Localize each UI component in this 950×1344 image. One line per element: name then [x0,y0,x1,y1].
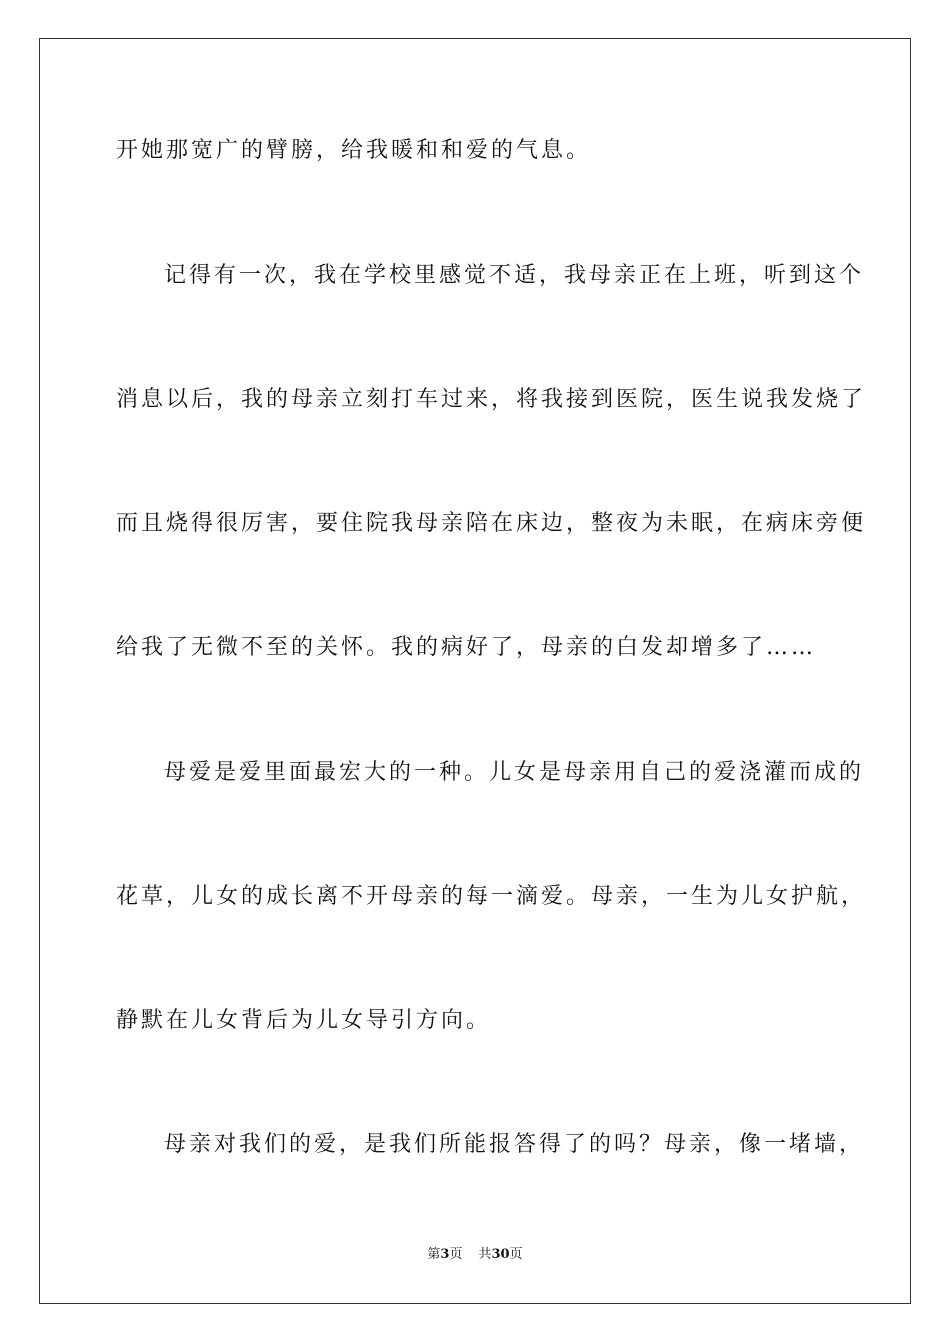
footer-page-number: 3 [440,1247,450,1262]
text-line-9: 母亲对我们的爱，是我们所能报答得了的吗？母亲，像一堵墙， [164,1132,865,1157]
text-line-4: 而且烧得很厉害，要住院我母亲陪在床边，整夜为未眠，在病床旁便 [116,511,867,536]
page-footer [0,1246,950,1264]
page-border [39,38,911,1304]
text-line-6: 母爱是爱里面最宏大的一种。儿女是母亲用自己的爱浇灌而成的 [164,760,865,785]
footer-total-pages: 30 [491,1247,510,1262]
footer-page-suffix: 页 [449,1247,463,1262]
text-line-3: 消息以后，我的母亲立刻打车过来，将我接到医院，医生说我发烧了 [116,387,867,412]
text-line-5: 给我了无微不至的关怀。我的病好了，母亲的白发却增多了…… [116,635,817,660]
text-line-7: 花草，儿女的成长离不开母亲的每一滴爱。母亲，一生为儿女护航， [116,884,867,909]
footer-total-suffix: 页 [509,1247,523,1262]
text-line-2: 记得有一次，我在学校里感觉不适，我母亲正在上班，听到这个 [164,263,865,288]
footer-total-prefix: 共 [478,1247,492,1262]
text-line-1: 开她那宽广的臂膀，给我暖和和爱的气息。 [116,138,592,163]
text-line-8: 静默在儿女背后为儿女导引方向。 [116,1008,492,1033]
footer-page-prefix: 第 [427,1247,441,1262]
